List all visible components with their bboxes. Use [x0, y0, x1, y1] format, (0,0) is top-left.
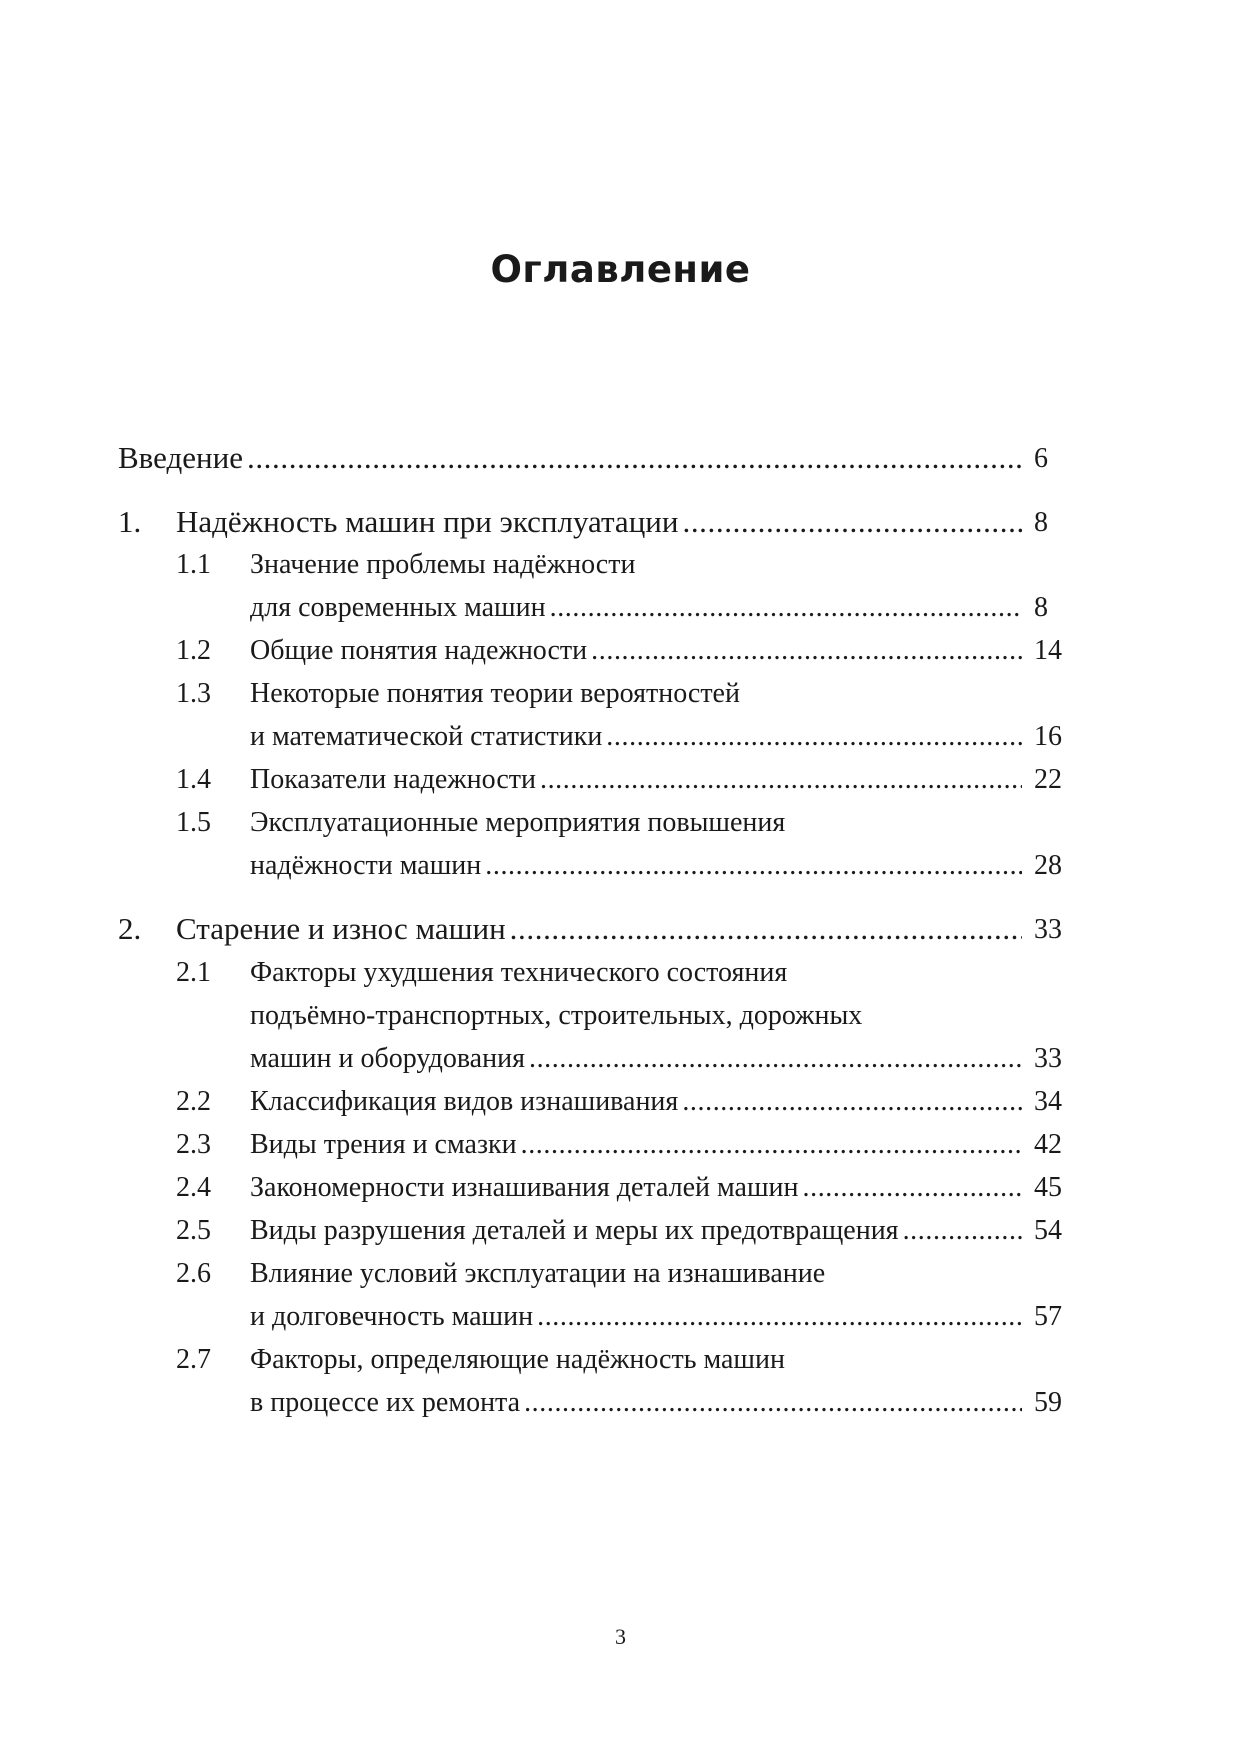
toc-page: 42: [1034, 1129, 1062, 1160]
leader-dots: [682, 500, 1022, 544]
section-title: Закономерности изнашивания деталей машин: [250, 1172, 799, 1203]
toc-page: 8: [1034, 507, 1048, 538]
leader-dots: [529, 1037, 1022, 1081]
toc-entry-2-1-cont: [0, 994, 1241, 1038]
section-title: Факторы ухудшения технического состояния: [250, 957, 788, 988]
leader-dots: [247, 436, 1022, 480]
section-title: Значение проблемы надёжности: [250, 549, 636, 580]
chapter-number: 2.: [118, 911, 142, 946]
toc-page: 59: [1034, 1387, 1062, 1418]
leader-dots: [540, 758, 1022, 802]
toc-page: 33: [1034, 1043, 1062, 1074]
toc-entry-2-4: [0, 1166, 1241, 1210]
toc-entry-2-3: [0, 1123, 1241, 1167]
chapter-number: 1.: [118, 504, 142, 539]
chapter-title: Старение и износ машин: [176, 911, 506, 946]
section-title-cont: и математической статистики: [250, 721, 603, 752]
section-number: 1.1: [176, 549, 211, 580]
toc-entry-1-1-cont: [0, 586, 1241, 630]
leader-dots: [524, 1381, 1022, 1425]
toc-entry-2-6-cont: [0, 1295, 1241, 1339]
section-number: 1.2: [176, 635, 211, 666]
section-number: 2.4: [176, 1172, 211, 1203]
section-title-cont: в процессе их ремонта: [250, 1387, 521, 1418]
leader-dots: [550, 586, 1022, 630]
section-title-cont: для современных машин: [250, 592, 546, 623]
toc-entry-1-5: [0, 801, 1241, 845]
toc-chapter-1: [0, 500, 1241, 544]
leader-dots: [682, 1080, 1022, 1124]
leader-dots: [803, 1166, 1023, 1210]
toc-page: 16: [1034, 721, 1062, 752]
toc-entry-2-7: [0, 1338, 1241, 1382]
section-title: Факторы, определяющие надёжность машин: [250, 1344, 785, 1375]
section-title: Некоторые понятия теории вероятностей: [250, 678, 740, 709]
leader-dots: [537, 1295, 1022, 1339]
toc-entry-2-1-cont2: [0, 1037, 1241, 1081]
section-number: 1.4: [176, 764, 211, 795]
section-title-cont: подъёмно-транспортных, строительных, дорожных: [250, 1000, 863, 1031]
section-title: Влияние условий эксплуатации на изнашивание: [250, 1258, 826, 1289]
toc-entry-1-1: [0, 543, 1241, 587]
toc-entry-1-2: [0, 629, 1241, 673]
toc-entry-2-6: [0, 1252, 1241, 1296]
section-title: Общие понятия надежности: [250, 635, 588, 666]
toc-chapter-2: [0, 907, 1241, 951]
leader-dots: [485, 844, 1022, 888]
toc-page: 54: [1034, 1215, 1062, 1246]
leader-dots: [606, 715, 1022, 759]
section-number: 2.2: [176, 1086, 211, 1117]
section-number: 2.1: [176, 957, 211, 988]
section-number: 2.7: [176, 1344, 211, 1375]
section-title: Виды разрушения деталей и меры их предотвращения: [250, 1215, 899, 1246]
section-number: 2.6: [176, 1258, 211, 1289]
toc-page: 57: [1034, 1301, 1062, 1332]
toc-entry-1-5-cont: [0, 844, 1241, 888]
leader-dots: [591, 629, 1022, 673]
section-number: 1.5: [176, 807, 211, 838]
toc-page: 28: [1034, 850, 1062, 881]
toc-entry-1-4: [0, 758, 1241, 802]
toc-entry-2-2: [0, 1080, 1241, 1124]
chapter-title: Надёжность машин при эксплуатации: [176, 504, 679, 539]
leader-dots: [903, 1209, 1022, 1253]
toc-page: 33: [1034, 914, 1062, 945]
section-number: 2.3: [176, 1129, 211, 1160]
section-title-cont: машин и оборудования: [250, 1043, 525, 1074]
toc-entry-title: Введение: [118, 440, 243, 475]
toc-entry-2-5: [0, 1209, 1241, 1253]
toc-page: 8: [1034, 592, 1048, 623]
toc-page: 6: [1034, 443, 1048, 474]
leader-dots: [521, 1123, 1022, 1167]
toc-entry-1-3: [0, 672, 1241, 716]
section-title: Классификация видов изнашивания: [250, 1086, 679, 1117]
toc-page: 14: [1034, 635, 1062, 666]
section-title-cont: и долговечность машин: [250, 1301, 534, 1332]
section-number: 1.3: [176, 678, 211, 709]
section-number: 2.5: [176, 1215, 211, 1246]
section-title: Виды трения и смазки: [250, 1129, 517, 1160]
toc-page: 45: [1034, 1172, 1062, 1203]
section-title: Эксплуатационные мероприятия повышения: [250, 807, 786, 838]
section-title: Показатели надежности: [250, 764, 536, 795]
toc-entry-2-1: [0, 951, 1241, 995]
toc-entry-intro: [0, 436, 1241, 480]
toc-page: 34: [1034, 1086, 1062, 1117]
toc-entry-1-3-cont: [0, 715, 1241, 759]
toc-entry-2-7-cont: [0, 1381, 1241, 1425]
toc-page: 22: [1034, 764, 1062, 795]
page-title: Оглавление: [490, 248, 751, 291]
leader-dots: [510, 907, 1022, 951]
section-title-cont: надёжности машин: [250, 850, 482, 881]
page-number: 3: [615, 1624, 626, 1649]
